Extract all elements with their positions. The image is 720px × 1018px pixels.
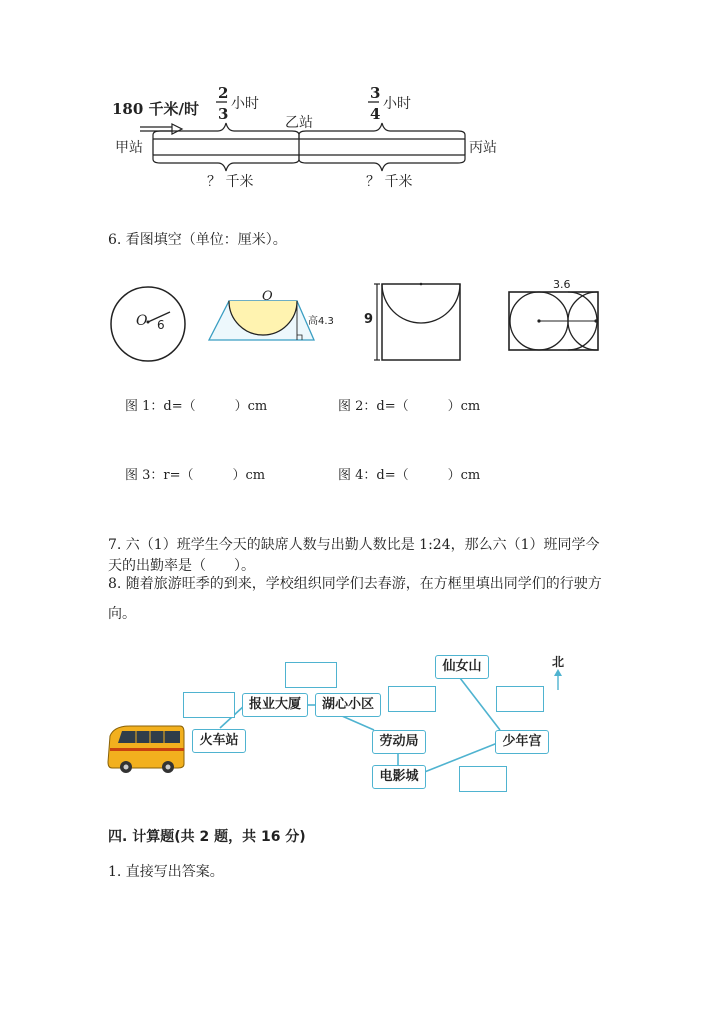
direction-answer-box-1[interactable] [285,662,337,688]
node-labor-bureau: 劳动局 [372,730,426,754]
node-xiannv-mountain: 仙女山 [435,655,489,679]
direction-answer-box-5[interactable] [459,766,507,792]
blank-figure-4[interactable]: 图 4：d=（ ）cm [338,468,481,483]
direction-answer-box-4[interactable] [496,686,544,712]
figure-1-center-label: O [136,313,148,329]
q7-line-1: 7. 六（1）班学生今天的缺席人数与出勤人数比是 1:24，那么六（1）班同学今 [108,537,600,553]
fraction1-numerator: 2 [218,84,229,102]
section-4-q1: 1. 直接写出答案。 [108,864,224,880]
figure-1-radius-label: 6 [157,318,165,332]
station-yi: 乙站 [285,115,313,131]
blank-figure-1[interactable]: 图 1：d=（ ）cm [125,399,268,414]
figure-2-center-label: O [262,289,273,304]
node-train-station: 火车站 [192,729,246,753]
figure-2-height-label: 高4.3 [308,316,334,327]
direction-answer-box-2[interactable] [183,692,235,718]
figure-3-square [372,281,464,363]
unknown-distance-2: ？ 千米 [366,174,413,190]
figure-2-trapezoid [205,289,317,344]
q6-title: 6. 看图填空（单位：厘米）。 [108,232,287,248]
figure-4-value-label: 3.6 [553,278,571,291]
unknown-distance-1: ？ 千米 [207,174,254,190]
figure-1-circle [108,284,188,364]
station-bing: 丙站 [469,140,497,156]
section-4-heading: 四. 计算题(共 2 题，共 16 分) [108,829,306,845]
fraction2-numerator: 3 [370,84,381,102]
fraction1-unit: 小时 [231,96,259,112]
route-map-lines [100,640,580,800]
speed-label: 180 千米/时 [112,100,200,118]
blank-figure-2[interactable]: 图 2：d=（ ）cm [338,399,481,414]
fraction2-denominator: 4 [370,105,381,123]
q8-line-1: 8. 随着旅游旺季的到来，学校组织同学们去春游，在方框里填出同学们的行驶方 [108,576,602,592]
q7-line-2[interactable]: 天的出勤率是（ ）。 [108,558,255,574]
figure-4-rectangle [506,290,602,354]
node-baoye-building: 报业大厦 [242,693,308,717]
node-huxin-community: 湖心小区 [315,693,381,717]
direction-answer-box-3[interactable] [388,686,436,712]
fraction1-denominator: 3 [218,105,229,123]
figure-3-side-label: 9 [364,312,374,327]
north-label: 北 [552,655,565,669]
node-youth-palace: 少年宫 [495,730,549,754]
node-cinema: 电影城 [372,765,426,789]
q8-line-2: 向。 [108,606,136,622]
station-jia: 甲站 [115,140,143,156]
bus-icon [108,726,184,773]
blank-figure-3[interactable]: 图 3：r=（ ）cm [125,468,266,483]
fraction2-unit: 小时 [383,96,411,112]
